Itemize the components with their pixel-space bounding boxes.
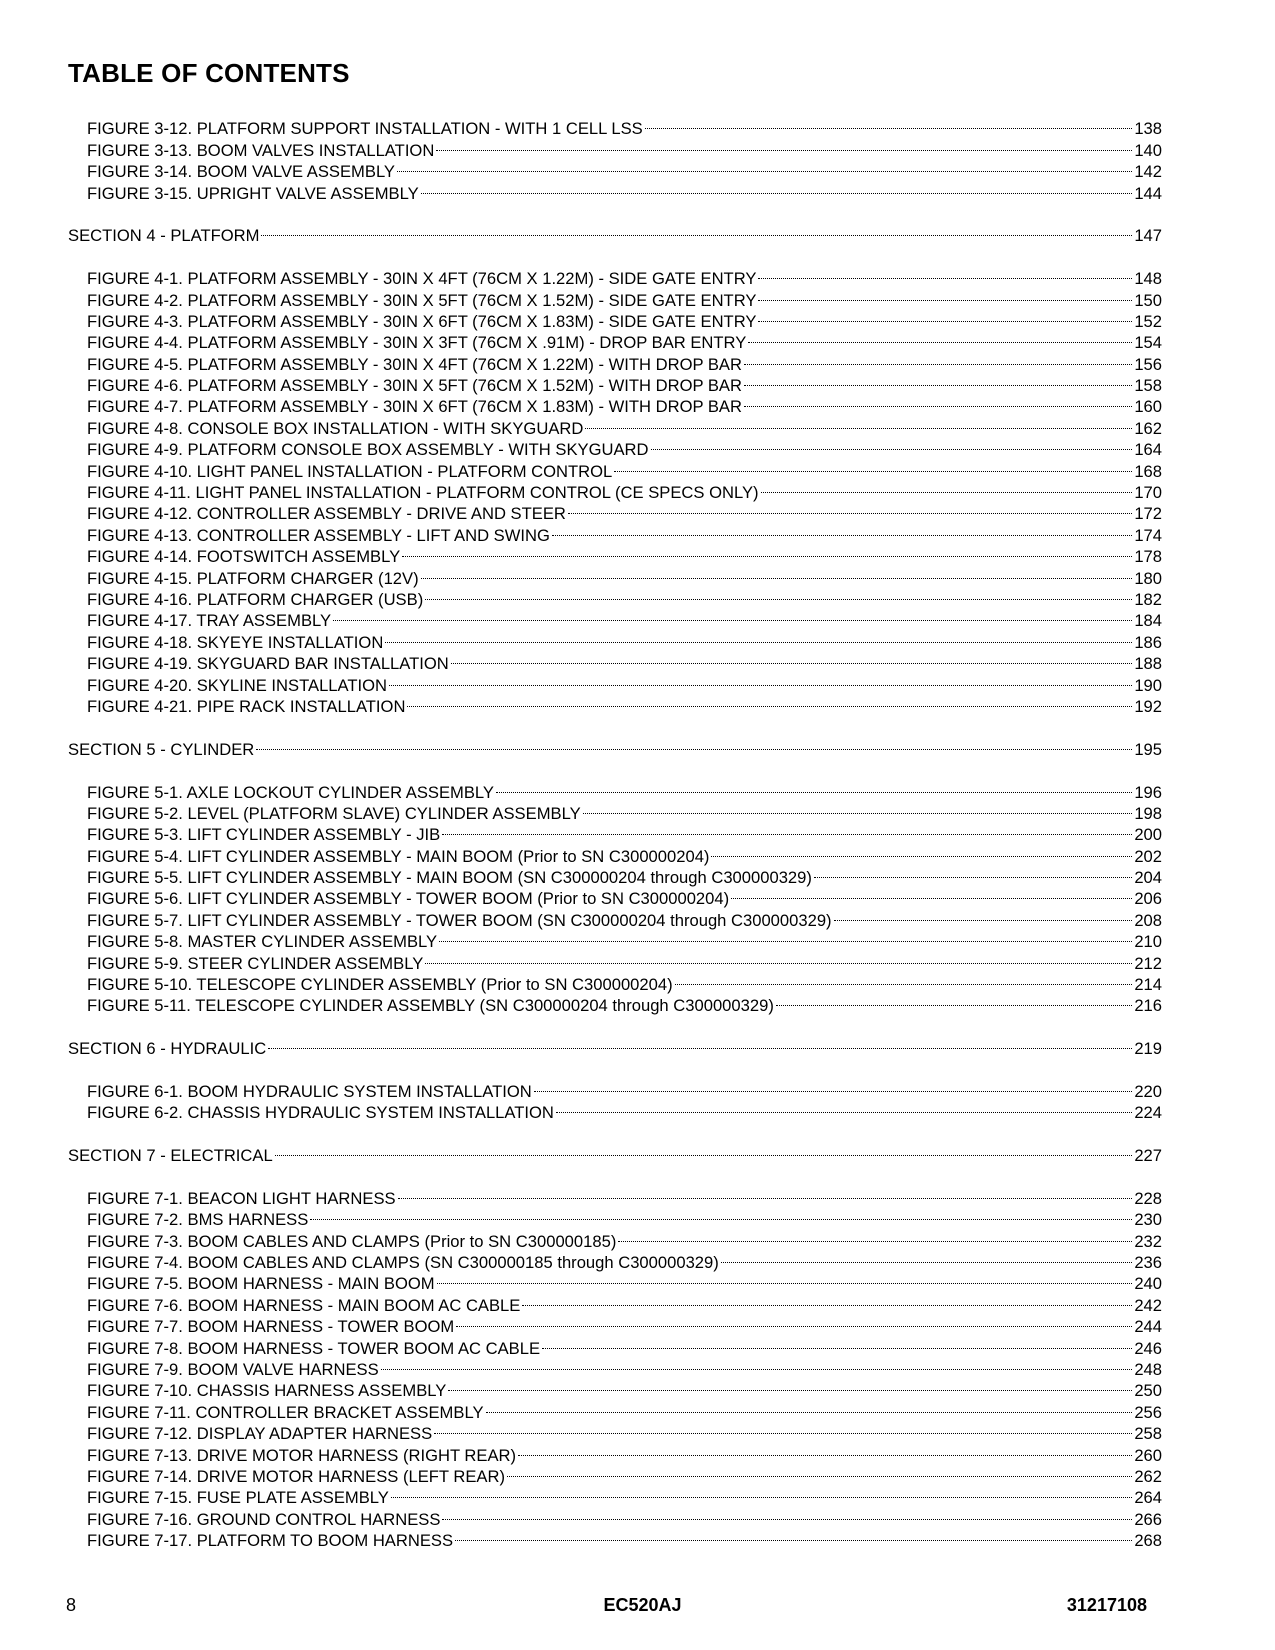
toc-entry-page-number: 260 [1134,1445,1162,1465]
toc-entry-page-number: 240 [1134,1274,1162,1294]
toc-entry-label: FIGURE 4-21. PIPE RACK INSTALLATION [87,696,406,716]
toc-entry-label: FIGURE 5-5. LIFT CYLINDER ASSEMBLY - MAIN BOOM (SN C300000204 through C300000329) [87,868,812,888]
toc-section-entry[interactable] [68,733,1162,759]
dot-leader [618,1225,1132,1246]
toc-entry-page-number: 202 [1134,846,1162,866]
toc-entry-label: FIGURE 7-10. CHASSIS HARNESS ASSEMBLY [87,1381,447,1401]
toc-entry-page-number: 220 [1134,1081,1162,1101]
dot-leader [398,1183,1133,1204]
toc-entry-page-number: 160 [1134,397,1162,417]
toc-entry-label: FIGURE 5-1. AXLE LOCKOUT CYLINDER ASSEMBLY [87,782,494,802]
toc-entry-page-number: 190 [1134,675,1162,695]
toc-entry-page-number: 172 [1134,504,1162,524]
dot-leader [456,1311,1132,1332]
toc-entry-label: FIGURE 6-2. CHASSIS HYDRAULIC SYSTEM INSTALLATION [87,1103,554,1123]
dot-leader [744,391,1132,412]
toc-entry-page-number: 170 [1134,483,1162,503]
toc-section-entry[interactable] [68,220,1162,246]
toc-entry-page-number: 208 [1134,910,1162,930]
toc-figure-entry[interactable] [68,1076,1162,1101]
dot-leader [568,498,1132,519]
toc-entry-page-number: 214 [1134,975,1162,995]
toc-entry-label: FIGURE 7-1. BEACON LIGHT HARNESS [87,1188,396,1208]
toc-entry-label: FIGURE 5-6. LIFT CYLINDER ASSEMBLY - TOWER BOOM (Prior to SN C300000204) [87,889,730,909]
toc-entry-label: FIGURE 5-11. TELESCOPE CYLINDER ASSEMBLY (SN C300000204 through C300000329) [87,996,774,1016]
toc-entry-label: FIGURE 4-11. LIGHT PANEL INSTALLATION - PLATFORM CONTROL (CE SPECS ONLY) [87,483,759,503]
toc-entry-label: FIGURE 5-7. LIFT CYLINDER ASSEMBLY - TOWER BOOM (SN C300000204 through C300000329) [87,910,832,930]
toc-entry-page-number: 250 [1134,1381,1162,1401]
dot-leader [385,626,1132,647]
dot-leader [451,648,1133,669]
dot-leader [407,691,1132,712]
toc-entry-label: FIGURE 7-9. BOOM VALVE HARNESS [87,1360,379,1380]
dot-leader [507,1461,1132,1482]
toc-entry-page-number: 236 [1134,1253,1162,1273]
toc-entry-page-number: 262 [1134,1467,1162,1486]
toc-entry-label: FIGURE 7-7. BOOM HARNESS - TOWER BOOM [87,1317,455,1337]
toc-entry-label: FIGURE 5-2. LEVEL (PLATFORM SLAVE) CYLINDER ASSEMBLY [87,803,581,823]
dot-leader [776,990,1132,1011]
toc-entry-page-number: 192 [1134,696,1162,716]
toc-entry-page-number: 198 [1134,803,1162,823]
toc-entry-page-number: 188 [1134,654,1162,674]
toc-entry-label: FIGURE 5-8. MASTER CYLINDER ASSEMBLY [87,932,438,952]
toc-entry-page-number: 258 [1134,1424,1162,1444]
toc-entry-label: FIGURE 7-14. DRIVE MOTOR HARNESS (LEFT REAR) [87,1467,505,1486]
toc-entry-label: FIGURE 4-19. SKYGUARD BAR INSTALLATION [87,654,449,674]
dot-leader [758,284,1132,305]
toc-figure-entry[interactable] [68,1183,1162,1208]
dot-leader [402,541,1132,562]
dot-leader [437,1268,1133,1289]
toc-entry-page-number: 196 [1134,782,1162,802]
toc-entry-page-number: 248 [1134,1360,1162,1380]
toc-entry-page-number: 184 [1134,611,1162,631]
dot-leader [834,904,1133,925]
toc-entry-label: FIGURE 4-16. PLATFORM CHARGER (USB) [87,589,424,609]
toc-entry-label: FIGURE 4-7. PLATFORM ASSEMBLY - 30IN X 6FT (76CM X 1.83M) - WITH DROP BAR [87,397,742,417]
toc-entry-page-number: 162 [1134,418,1162,438]
toc-entry-label: FIGURE 7-15. FUSE PLATE ASSEMBLY [87,1488,389,1508]
toc-entry-label: FIGURE 4-15. PLATFORM CHARGER (12V) [87,568,419,588]
dot-leader [436,134,1132,155]
dot-leader [534,1076,1133,1097]
toc-entry-page-number: 182 [1134,589,1162,609]
dot-leader [448,1375,1132,1396]
toc-entry-page-number: 195 [1134,739,1162,759]
dot-leader [758,306,1132,327]
toc-entry-label: FIGURE 7-4. BOOM CABLES AND CLAMPS (SN C300000185 through C300000329) [87,1253,719,1273]
toc-entry-page-number: 244 [1134,1317,1162,1337]
dot-leader [496,776,1132,797]
toc-entry-label: SECTION 7 - ELECTRICAL [68,1146,273,1166]
toc-entry-page-number: 232 [1134,1231,1162,1251]
toc-entry-label: FIGURE 4-12. CONTROLLER ASSEMBLY - DRIVE AND STEER [87,504,566,524]
dot-leader [585,412,1132,433]
toc-entry-page-number: 147 [1134,226,1162,246]
toc-entry-label: FIGURE 3-13. BOOM VALVES INSTALLATION [87,140,435,160]
dot-leader [711,840,1132,861]
toc-figure-entry[interactable] [68,113,1162,139]
dot-leader [256,733,1132,754]
toc-entry-label: FIGURE 7-17. PLATFORM TO BOOM HARNESS [87,1531,454,1551]
dot-leader [389,669,1132,690]
footer-page-number: 8 [66,1595,77,1615]
toc-entry-page-number: 212 [1134,953,1162,973]
toc-entry-label: FIGURE 7-6. BOOM HARNESS - MAIN BOOM AC CABLE [87,1295,521,1315]
toc-entry-label: FIGURE 7-3. BOOM CABLES AND CLAMPS (Prior to SN C300000185) [87,1231,617,1251]
toc-entry-page-number: 142 [1134,162,1162,182]
toc-entry-page-number: 148 [1134,269,1162,289]
toc-entry-page-number: 168 [1134,461,1162,481]
dot-leader [651,434,1133,455]
dot-leader [333,605,1132,626]
toc-entry-page-number: 216 [1134,996,1162,1016]
dot-leader [748,327,1132,348]
toc-entry-page-number: 206 [1134,889,1162,909]
toc-entry-page-number: 180 [1134,568,1162,588]
toc-entry-label: FIGURE 3-12. PLATFORM SUPPORT INSTALLATION - WITH 1 CELL LSS [87,119,643,139]
dot-leader [744,348,1132,369]
dot-leader [721,1247,1133,1268]
dot-leader [421,177,1133,198]
footer-model: EC520AJ [603,1595,682,1615]
toc-entry-page-number: 150 [1134,290,1162,310]
toc-entry-label: FIGURE 4-14. FOOTSWITCH ASSEMBLY [87,547,401,567]
toc-entry-label: SECTION 4 - PLATFORM [68,226,260,246]
toc-entry-page-number: 227 [1134,1146,1162,1166]
toc-entry-label: FIGURE 3-14. BOOM VALVE ASSEMBLY [87,162,396,182]
toc-entry-label: FIGURE 7-16. GROUND CONTROL HARNESS [87,1509,441,1529]
toc-entry-page-number: 219 [1134,1039,1162,1059]
dot-leader [731,883,1132,904]
toc-entry-label: FIGURE 4-10. LIGHT PANEL INSTALLATION - PLATFORM CONTROL [87,461,613,481]
dot-leader [552,519,1132,540]
dot-leader [761,477,1133,498]
toc-entry-label: FIGURE 7-2. BMS HARNESS [87,1210,309,1230]
toc-entry-page-number: 228 [1134,1188,1162,1208]
dot-leader [814,862,1132,883]
toc-entry-page-number: 164 [1134,440,1162,460]
dot-leader [421,562,1133,583]
toc-entry-page-number: 158 [1134,376,1162,396]
toc-entry-label: FIGURE 4-20. SKYLINE INSTALLATION [87,675,387,695]
toc-entry-label: FIGURE 5-10. TELESCOPE CYLINDER ASSEMBLY (Prior to SN C300000204) [87,975,673,995]
toc-entry-page-number: 174 [1134,525,1162,545]
toc-entry-label: FIGURE 4-9. PLATFORM CONSOLE BOX ASSEMBLY - WITH SKYGUARD [87,440,649,460]
toc-entry-label: FIGURE 4-18. SKYEYE INSTALLATION [87,632,384,652]
dot-leader [397,156,1132,177]
dot-leader [391,1482,1132,1503]
dot-leader [439,926,1132,947]
toc-section-entry[interactable] [68,1033,1162,1059]
toc-entry-page-number: 204 [1134,868,1162,888]
toc-entry-label: FIGURE 5-3. LIFT CYLINDER ASSEMBLY - JIB [87,825,441,845]
dot-leader [486,1396,1133,1417]
dot-leader [434,1418,1132,1439]
toc-entry-label: FIGURE 7-8. BOOM HARNESS - TOWER BOOM AC CABLE [87,1338,541,1358]
dot-leader [455,1525,1132,1546]
toc-entry-label: FIGURE 4-6. PLATFORM ASSEMBLY - 30IN X 5FT (76CM X 1.52M) - WITH DROP BAR [87,376,742,396]
toc-entry-label: FIGURE 4-8. CONSOLE BOX INSTALLATION - WITH SKYGUARD [87,418,584,438]
page-title: TABLE OF CONTENTS [68,58,350,88]
dot-leader [310,1204,1132,1225]
toc-entry-label: FIGURE 4-4. PLATFORM ASSEMBLY - 30IN X 3FT (76CM X .91M) - DROP BAR ENTRY [87,333,747,353]
toc-entry-label: SECTION 5 - CYLINDER [68,739,255,759]
table-of-contents [68,113,1162,1551]
dot-leader [522,1289,1132,1310]
dot-leader [381,1354,1133,1375]
toc-entry-label: FIGURE 6-1. BOOM HYDRAULIC SYSTEM INSTALLATION [87,1081,532,1101]
toc-entry-label: FIGURE 4-1. PLATFORM ASSEMBLY - 30IN X 4FT (76CM X 1.22M) - SIDE GATE ENTRY [87,269,757,289]
toc-entry-page-number: 268 [1134,1531,1162,1551]
dot-leader [556,1097,1132,1118]
dot-leader [542,1332,1132,1353]
dot-leader [758,263,1132,284]
toc-entry-label: FIGURE 7-11. CONTROLLER BRACKET ASSEMBLY [87,1402,484,1422]
toc-entry-page-number: 210 [1134,932,1162,952]
toc-entry-label: FIGURE 7-5. BOOM HARNESS - MAIN BOOM [87,1274,435,1294]
toc-entry-label: FIGURE 7-12. DISPLAY ADAPTER HARNESS [87,1424,433,1444]
dot-leader [675,969,1133,990]
dot-leader [425,584,1132,605]
toc-entry-page-number: 144 [1134,183,1162,203]
toc-entry-label: SECTION 6 - HYDRAULIC [68,1039,267,1059]
toc-entry-label: FIGURE 3-15. UPRIGHT VALVE ASSEMBLY [87,183,419,203]
toc-entry-label: FIGURE 4-17. TRAY ASSEMBLY [87,611,332,631]
toc-entry-page-number: 156 [1134,354,1162,374]
toc-entry-label: FIGURE 4-5. PLATFORM ASSEMBLY - 30IN X 4FT (76CM X 1.22M) - WITH DROP BAR [87,354,742,374]
toc-entry-label: FIGURE 5-4. LIFT CYLINDER ASSEMBLY - MAIN BOOM (Prior to SN C300000204) [87,846,710,866]
toc-figure-entry[interactable] [68,263,1162,289]
toc-entry-page-number: 256 [1134,1402,1162,1422]
toc-entry-page-number: 246 [1134,1338,1162,1358]
toc-entry-label: FIGURE 4-3. PLATFORM ASSEMBLY - 30IN X 6FT (76CM X 1.83M) - SIDE GATE ENTRY [87,311,757,331]
toc-entry-page-number: 200 [1134,825,1162,845]
toc-entry-page-number: 154 [1134,333,1162,353]
footer-document-number: 31217108 [1066,1595,1147,1615]
toc-entry-label: FIGURE 7-13. DRIVE MOTOR HARNESS (RIGHT REAR) [87,1445,517,1465]
toc-entry-page-number: 140 [1134,140,1162,160]
dot-leader [442,819,1132,840]
toc-entry-page-number: 224 [1134,1103,1162,1123]
toc-entry-label: FIGURE 5-9. STEER CYLINDER ASSEMBLY [87,953,424,973]
dot-leader [261,220,1132,241]
toc-entry-page-number: 152 [1134,311,1162,331]
toc-entry-page-number: 138 [1134,119,1162,139]
dot-leader [645,113,1133,134]
dot-leader [275,1140,1133,1161]
toc-entry-page-number: 266 [1134,1509,1162,1529]
dot-leader [518,1439,1132,1460]
dot-leader [614,455,1132,476]
dot-leader [425,947,1132,968]
dot-leader [268,1033,1132,1054]
toc-entry-page-number: 264 [1134,1488,1162,1508]
toc-entry-page-number: 186 [1134,632,1162,652]
dot-leader [744,370,1132,391]
toc-entry-page-number: 178 [1134,547,1162,567]
dot-leader [583,798,1133,819]
toc-entry-label: FIGURE 4-13. CONTROLLER ASSEMBLY - LIFT AND SWING [87,525,550,545]
toc-entry-page-number: 242 [1134,1295,1162,1315]
toc-figure-entry[interactable] [68,776,1162,802]
dot-leader [442,1503,1132,1524]
toc-section-entry[interactable] [68,1140,1162,1166]
toc-entry-label: FIGURE 4-2. PLATFORM ASSEMBLY - 30IN X 5FT (76CM X 1.52M) - SIDE GATE ENTRY [87,290,757,310]
toc-entry-page-number: 230 [1134,1210,1162,1230]
